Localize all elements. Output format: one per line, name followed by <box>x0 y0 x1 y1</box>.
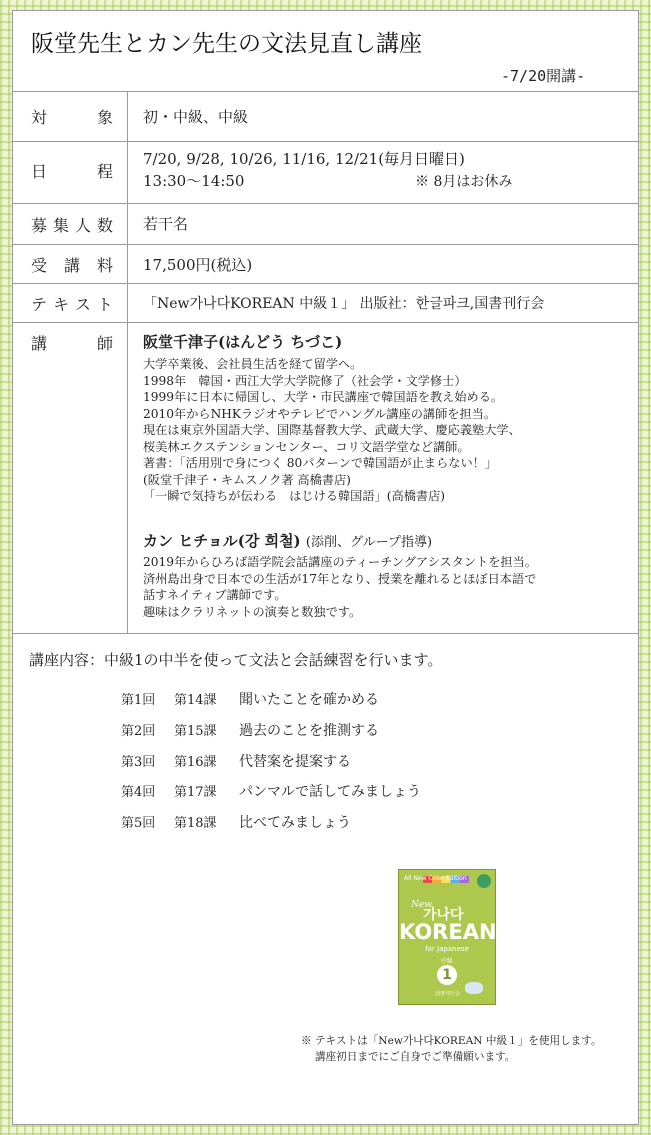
bio-line: 済州島出身で日本での生活が17年となり、授業を離れるとほぼ日本語で <box>143 571 537 586</box>
bio-line: (阪堂千津子・キムスノク著 高橋書店) <box>143 472 351 487</box>
lesson-title: 比べてみましょう <box>239 815 351 832</box>
footnote-line: ※ テキストは「New가나다KOREAN 中級１」を使用します。 <box>301 1035 602 1047</box>
divider <box>13 633 638 634</box>
lesson-unit: 第18課 <box>174 816 217 832</box>
lesson-title: 代替案を提案する <box>239 753 351 770</box>
schedule-time: 13:30〜14:50 <box>143 172 245 190</box>
bio-line: 趣味はクラリネットの演奏と数独です。 <box>143 604 362 619</box>
footnote-line: 講座初日までにご自身でご準備願います。 <box>301 1051 516 1063</box>
divider <box>13 141 638 142</box>
textbook-footnote <box>301 1033 602 1065</box>
open-date: -7/20開講- <box>501 67 586 85</box>
lesson-number: 第4回 <box>121 785 156 801</box>
cover-new: New <box>411 900 432 910</box>
teacher2-name <box>143 530 432 551</box>
lesson-title: 聞いたことを確かめる <box>239 692 379 708</box>
textbook-value: 「New가나다KOREAN 中級１」 出版社：한글파크,国書刊行会 <box>143 296 545 312</box>
cover-subtitle: for Japanese <box>425 945 469 953</box>
course-info-panel <box>12 10 639 1125</box>
schedule-note: ※ 8月はお休み <box>415 174 513 190</box>
lesson-number: 第5回 <box>121 816 156 832</box>
bio-line: 2010年からNHKラジオやテレビでハングル講座の講師を担当。 <box>143 406 497 421</box>
cover-hangul: 가나다 <box>423 907 464 923</box>
lesson-number: 第3回 <box>121 754 156 770</box>
schedule-dates: 7/20, 9/28, 10/26, 11/16, 12/21(毎月日曜日) <box>143 150 465 168</box>
lesson-number: 第2回 <box>121 723 156 739</box>
column-divider <box>127 91 128 633</box>
bio-line: 「一瞬で気持ちが伝わる はじける韓国語」(高橋書店) <box>143 489 446 503</box>
bio-line: 大学卒業後、会社員生活を経て留学へ。 <box>143 357 363 371</box>
lesson-unit: 第17課 <box>174 785 217 801</box>
cover-level: 中級 <box>440 958 453 965</box>
fee-label: 受講料 <box>31 256 113 275</box>
capacity-value: 若干名 <box>143 215 189 233</box>
bio-line: 桜美林エクステンションセンター、コリ文語学堂など講師。 <box>143 439 470 454</box>
page-title: 阪堂先生とカン先生の文法見直し講座 <box>31 31 422 57</box>
cover-volume: 1 <box>437 965 457 985</box>
teacher1-bio <box>143 356 521 505</box>
bio-line: 著書：「活用別で身につく 80パターンで韓国語が止まらない！」 <box>143 456 498 470</box>
edition-badge: All New Color Edition <box>404 875 467 882</box>
target-value: 初・中級、中級 <box>143 108 249 126</box>
bio-line: 現在は東京外国語大学、国際基督教大学、武蔵大学、慶応義塾大学、 <box>143 423 521 437</box>
lesson-title: 過去のことを推測する <box>239 722 379 739</box>
divider <box>13 91 638 92</box>
capacity-label: 募集人数 <box>31 216 113 235</box>
target-label: 対 象 <box>31 108 113 127</box>
textbook-cover-image <box>398 869 496 1005</box>
bio-line: 1999年に日本に帰国し、大学・市民講座で韓国語を教え始める。 <box>143 390 504 404</box>
cover-publisher: 国書刊行会 <box>435 991 461 997</box>
divider <box>13 203 638 204</box>
lesson-unit: 第15課 <box>174 723 217 739</box>
teacher2-role: (添削、グループ指導) <box>305 535 433 550</box>
divider <box>13 283 638 284</box>
lesson-unit: 第14課 <box>174 693 217 708</box>
divider <box>13 322 638 323</box>
lesson-title: パンマルで話してみましょう <box>239 784 421 801</box>
schedule-label: 日 程 <box>31 162 113 181</box>
bio-line: 2019年からひろば語学院会話講座のティーチングアシスタントを担当。 <box>143 555 537 569</box>
teachers-label: 講 師 <box>31 334 113 353</box>
teacher2-name-text: カン ヒチョル(강 희철) <box>143 532 301 550</box>
teacher2-bio <box>143 554 537 620</box>
cd-icon <box>465 982 483 994</box>
teacher1-name: 阪堂千津子(はんどう ちづこ) <box>143 333 343 351</box>
cover-title: KOREAN <box>399 920 497 944</box>
course-content: 講座内容：中級1の中半を使って文法と会話練習を行います。 <box>29 651 443 669</box>
divider <box>13 244 638 245</box>
fee-value: 17,500円(税込) <box>143 256 253 274</box>
textbook-label: テキスト <box>31 295 113 314</box>
bio-line: 話すネイティブ講師です。 <box>143 588 287 602</box>
seal-icon <box>477 874 491 888</box>
bio-line: 1998年 韓国・西江大学大学院修了（社会学・文学修士） <box>143 373 467 388</box>
lesson-number: 第1回 <box>121 693 156 708</box>
lesson-unit: 第16課 <box>174 754 217 770</box>
